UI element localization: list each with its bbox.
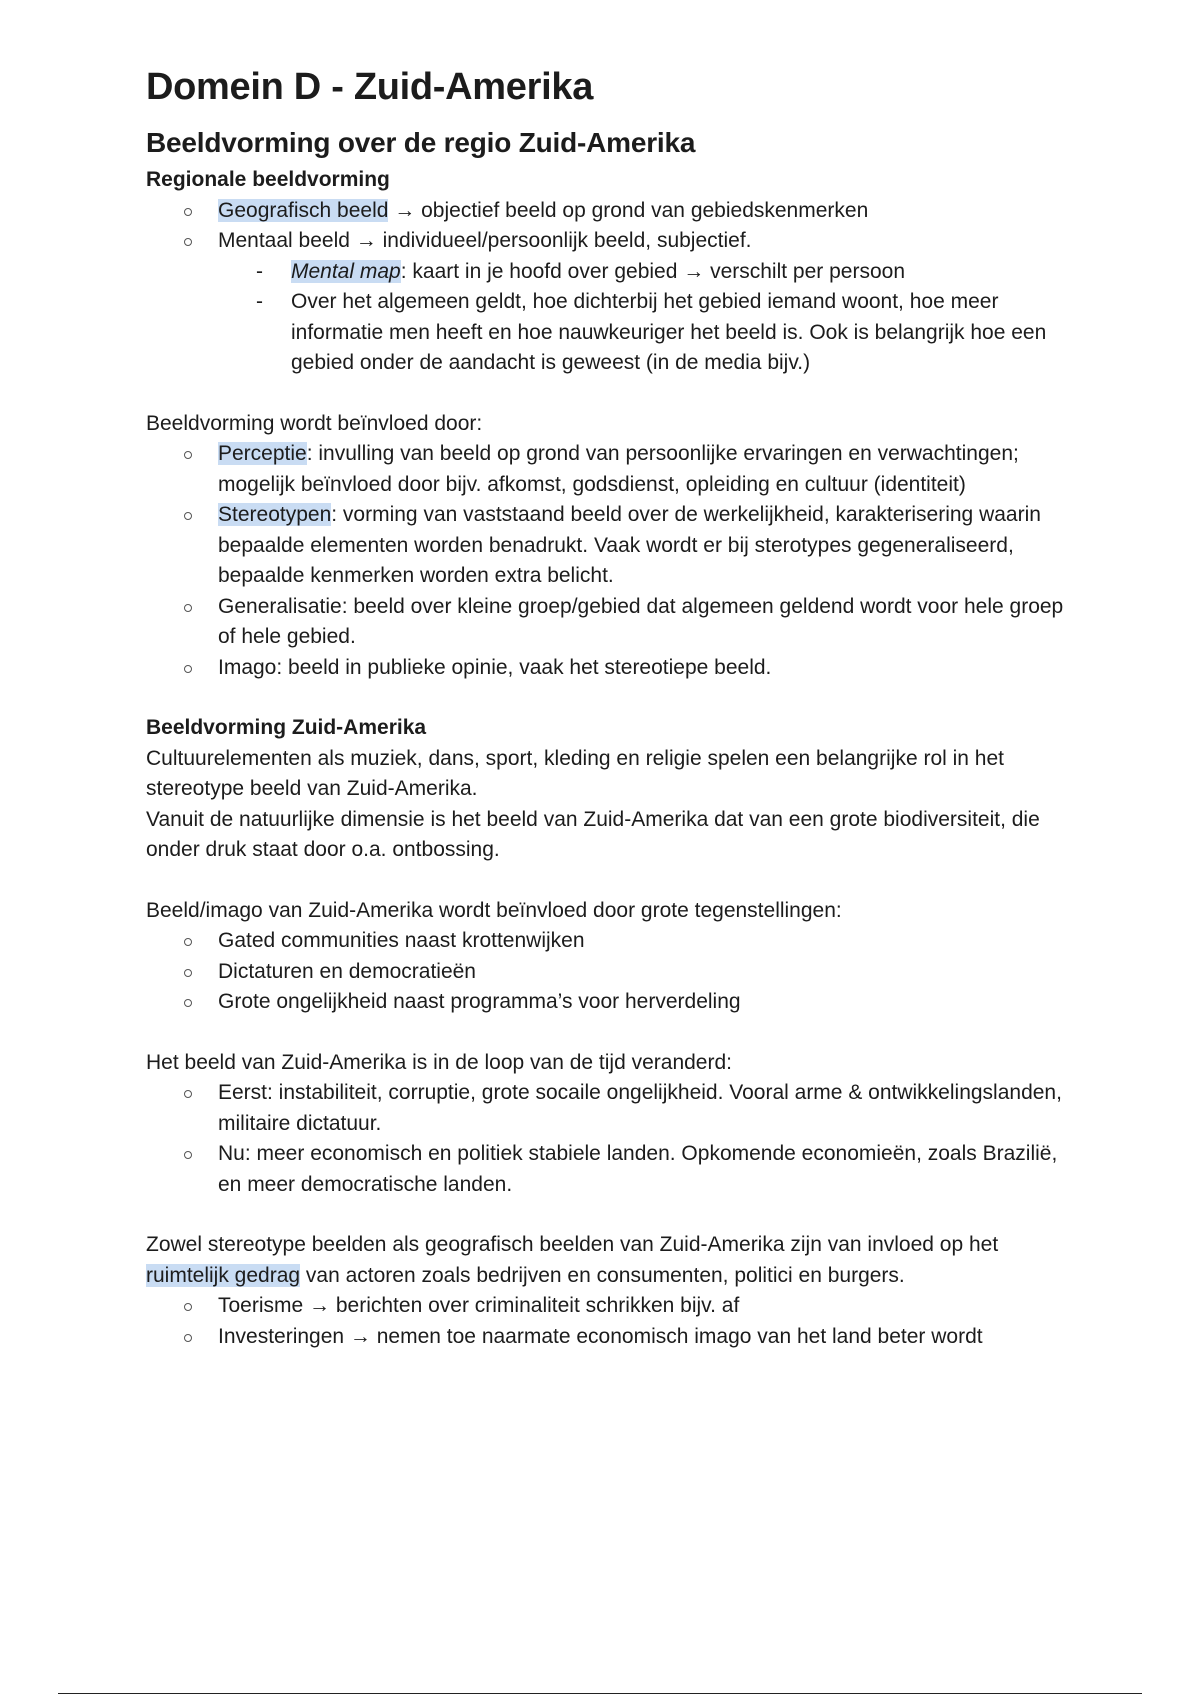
- list-tegenstellingen: [146, 926, 1066, 1018]
- sub-list-item: [146, 257, 1066, 288]
- highlighted-term: Stereotypen: [218, 503, 332, 526]
- item-text: → objectief beeld op grond van gebiedskenmerken: [388, 198, 869, 222]
- section-title: Beeldvorming over de regio Zuid-Amerika: [146, 127, 696, 158]
- list-item: Toerisme → berichten over criminaliteit schrikken bijv. af: [146, 1291, 1066, 1322]
- page-bottom-rule: [58, 1693, 1142, 1694]
- list-item: Generalisatie: beeld over kleine groep/gebied dat algemeen geldend wordt voor hele groep of hele gebied.: [146, 592, 1066, 653]
- list-item: Grote ongelijkheid naast programma’s voor herverdeling: [146, 987, 1066, 1018]
- item-text: : invulling van beeld op grond van persoonlijke ervaringen en verwachtingen; mogelijk beïnvloed door bijv. afkomst, godsdienst, opleiding en cultuur (identiteit): [218, 442, 1019, 496]
- list-item: Investeringen → nemen toe naarmate economisch imago van het land beter wordt: [146, 1322, 1066, 1353]
- highlighted-term: Mental map: [291, 259, 401, 283]
- highlighted-term: Geografisch beeld: [218, 198, 389, 222]
- list-regionale: [146, 196, 1066, 379]
- list-item: [146, 439, 1066, 500]
- document-page: [146, 66, 1066, 1352]
- item-text: : kaart in je hoofd over gebied → verschilt per persoon: [400, 259, 905, 283]
- heading-beeldvorming-zuid-amerika: Beeldvorming Zuid-Amerika: [146, 716, 427, 739]
- sub-list-item: - Over het algemeen geldt, hoe dichterbij het gebied iemand woont, hoe meer informatie men heeft en hoe nauwkeuriger het beeld is. Ook is belangrijk hoe een gebied onder de aandacht is geweest (in de media bijv.): [146, 287, 1066, 379]
- list-item: Dictaturen en democratieën: [146, 957, 1066, 988]
- text-span: Zowel stereotype beelden als geografisch beelden van Zuid-Amerika zijn van invloed op het: [146, 1233, 999, 1256]
- paragraph: Cultuurelementen als muziek, dans, sport, kleding en religie spelen een belangrijke rol in het stereotype beeld van Zuid-Amerika.: [146, 746, 1004, 800]
- list-item: Mentaal beeld → individueel/persoonlijk beeld, subjectief.: [146, 226, 1066, 257]
- list-item: [146, 500, 1066, 592]
- list-invloed: [146, 439, 1066, 683]
- item-text: : vorming van vaststaand beeld over de werkelijkheid, karakterisering waarin bepaalde elementen worden benadrukt. Vaak wordt er bij sterotypes gegeneraliseerd, bepaalde kenmerken worden extra belicht.: [218, 503, 1041, 587]
- list-veranderd: [146, 1078, 1066, 1200]
- page-title: Domein D - Zuid-Amerika: [146, 66, 594, 108]
- list-gedrag: [146, 1291, 1066, 1352]
- paragraph-intro-tegenstellingen: Beeld/imago van Zuid-Amerika wordt beïnvloed door grote tegenstellingen:: [146, 898, 842, 922]
- highlighted-term: Perceptie: [218, 442, 307, 465]
- paragraph-intro-veranderd: Het beeld van Zuid-Amerika is in de loop van de tijd veranderd:: [146, 1050, 732, 1074]
- list-item: Gated communities naast krottenwijken: [146, 926, 1066, 957]
- highlighted-term: ruimtelijk gedrag: [146, 1263, 301, 1287]
- paragraph-ruimtelijk-gedrag: [146, 1230, 1066, 1291]
- paragraph: Vanuit de natuurlijke dimensie is het beeld van Zuid-Amerika dat van een grote biodiversiteit, die onder druk staat door o.a. ontbossing.: [146, 807, 1040, 861]
- list-item: Eerst: instabiliteit, corruptie, grote socaile ongelijkheid. Vooral arme & ontwikkelingslanden, militaire dictatuur.: [146, 1078, 1066, 1139]
- text-span: van actoren zoals bedrijven en consumenten, politici en burgers.: [300, 1263, 905, 1287]
- list-item: [146, 196, 1066, 227]
- list-item: Nu: meer economisch en politiek stabiele landen. Opkomende economieën, zoals Brazilië, en meer democratische landen.: [146, 1139, 1066, 1200]
- list-item: Imago: beeld in publieke opinie, vaak het stereotiepe beeld.: [146, 653, 1066, 684]
- heading-regionale-beeldvorming: Regionale beeldvorming: [146, 168, 390, 191]
- paragraph-intro-invloed: Beeldvorming wordt beïnvloed door:: [146, 411, 483, 435]
